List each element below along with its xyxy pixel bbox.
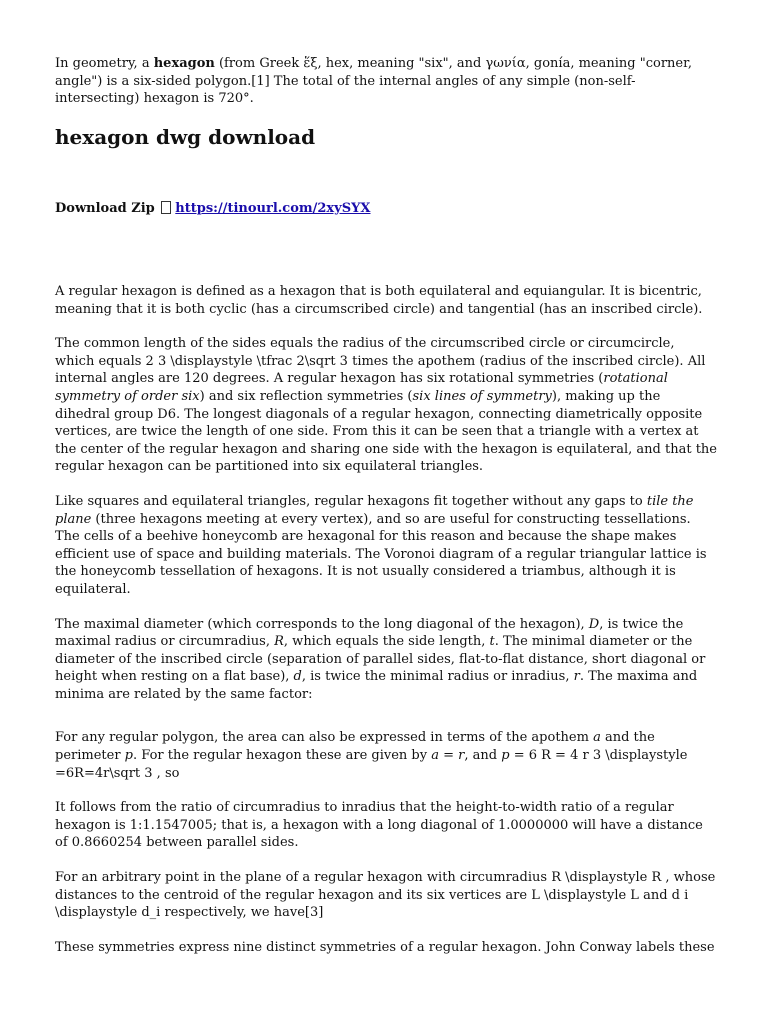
p4-text-f: . The maxima and minima are related by the same factor: bbox=[55, 669, 698, 702]
p4-var-D: D bbox=[588, 616, 600, 632]
intro-bold-term: hexagon bbox=[153, 56, 215, 71]
p4-var-d: d bbox=[293, 669, 302, 685]
p2-text-c: ), making up the dihedral group D6. The longest diagonals of a regular hexagon, connecting diametrically opposite vertices, are twice the length of one side. From this it can be seen that a triangle with a vertex at the center of the regular hexagon and sharing one side with the hexagon is equilateral, and that the regular hexagon can be partitioned into six equilateral triangles. bbox=[55, 388, 717, 475]
p5-text-c: . For the regular hexagon these are given by bbox=[133, 748, 432, 764]
p2-text-a: The common length of the sides equals the radius of the circumscribed circle or circumcircle, which equals 2 3 \displaystyle \tfrac 2\sqrt 3 times the apothem (radius of the inscribed circle). All internal angles are 120 degrees. A regular hexagon has six rotational symmetries ( bbox=[55, 336, 706, 387]
p3-italic-1: tile the plane bbox=[55, 493, 694, 527]
p4-var-t: t bbox=[489, 634, 495, 650]
p5-eq-p: p bbox=[501, 748, 510, 764]
p4-text-a: The maximal diameter (which corresponds to the long diagonal of the hexagon), bbox=[55, 616, 589, 632]
download-link[interactable]: https://tinourl.com/2xySYX bbox=[175, 201, 371, 216]
page-title: hexagon dwg download bbox=[55, 124, 316, 149]
p2-text-b: ) and six reflection symmetries ( bbox=[199, 388, 413, 404]
p5-text-b: and the perimeter bbox=[55, 730, 655, 764]
p5-text-a: For any regular polygon, the area can also be expressed in terms of the apothem bbox=[55, 730, 594, 746]
download-line bbox=[55, 200, 371, 218]
paragraph-4 bbox=[55, 616, 717, 704]
p5-eq-a: a bbox=[431, 748, 439, 764]
paragraph-6: It follows from the ratio of circumradius to inradius that the height-to-width ratio of a regular hexagon is 1:1.1547005; that is, a hexagon with a long diagonal of 1.0000000 will have a distance of 0.8660254 between parallel sides. bbox=[55, 800, 703, 851]
intro-paragraph bbox=[55, 55, 717, 108]
intro-text-end: (from Greek ἕξ, hex, meaning "six", and γωνία, gonía, meaning "corner, angle") is a six-sided polygon.[1] The total of the internal angles of any simple (non-self-intersecting) hexagon is 720°. bbox=[55, 56, 693, 107]
p2-italic-1: rotational symmetry of order six bbox=[55, 371, 668, 404]
p2-italic-2: six lines of symmetry bbox=[412, 388, 552, 404]
paragraph-5 bbox=[55, 729, 717, 782]
p4-var-R: R bbox=[274, 634, 284, 650]
paragraph-3 bbox=[55, 493, 717, 599]
p4-text-d: . The minimal diameter or the diameter of the inscribed circle (separation of parallel sides, flat-to-flat distance, short diagonal or height when resting on a flat base), bbox=[55, 634, 706, 685]
p5-var-p: p bbox=[124, 748, 133, 764]
p4-text-c: , which equals the side length, bbox=[283, 634, 490, 650]
p5-text-e: , and bbox=[464, 748, 502, 764]
p3-text-b: (three hexagons meeting at every vertex), and so are useful for constructing tessellations. The cells of a beehive honeycomb are hexagonal for this reason and because the shape makes efficient use of space and building materials. The Voronoi diagram of a regular triangular lattice is the honeycomb tessellation of hexagons. It is not usually considered a triambus, although it is equilateral. bbox=[55, 511, 707, 597]
paragraph-7: For an arbitrary point in the plane of a regular hexagon with circumradius R \displaystyle R , whose distances to the centroid of the regular hexagon and its six vertices are L \displaystyle L and d i \displaystyle d_i respectively, we have[3] bbox=[55, 870, 716, 921]
p5-text-d: = bbox=[439, 748, 459, 764]
p5-text-f: = 6 R = 4 r 3 \displaystyle =6R=4r\sqrt 3 , so bbox=[55, 748, 688, 781]
p4-var-r: r bbox=[573, 669, 580, 685]
article-body bbox=[55, 283, 717, 973]
download-label: Download Zip bbox=[55, 201, 155, 216]
intro-text-start: In geometry, a bbox=[55, 56, 154, 71]
p5-var-a: a bbox=[593, 730, 601, 746]
article bbox=[55, 55, 717, 955]
paragraph-2 bbox=[55, 335, 717, 476]
p4-text-b: , is twice the maximal radius or circumradius, bbox=[55, 616, 684, 650]
p5-eq-r: r bbox=[458, 748, 465, 764]
paragraph-8: These symmetries express nine distinct symmetries of a regular hexagon. John Conway labels these bbox=[55, 939, 715, 955]
missing-glyph-icon bbox=[161, 201, 171, 214]
p3-text-a: Like squares and equilateral triangles, regular hexagons fit together without any gaps to bbox=[55, 493, 647, 509]
paragraph-1: A regular hexagon is defined as a hexagon that is both equilateral and equiangular. It is bicentric, meaning that it is both cyclic (has a circumscribed circle) and tangential (has an inscribed circle). bbox=[55, 284, 703, 317]
p4-text-e: , is twice the minimal radius or inradius, bbox=[301, 669, 574, 685]
